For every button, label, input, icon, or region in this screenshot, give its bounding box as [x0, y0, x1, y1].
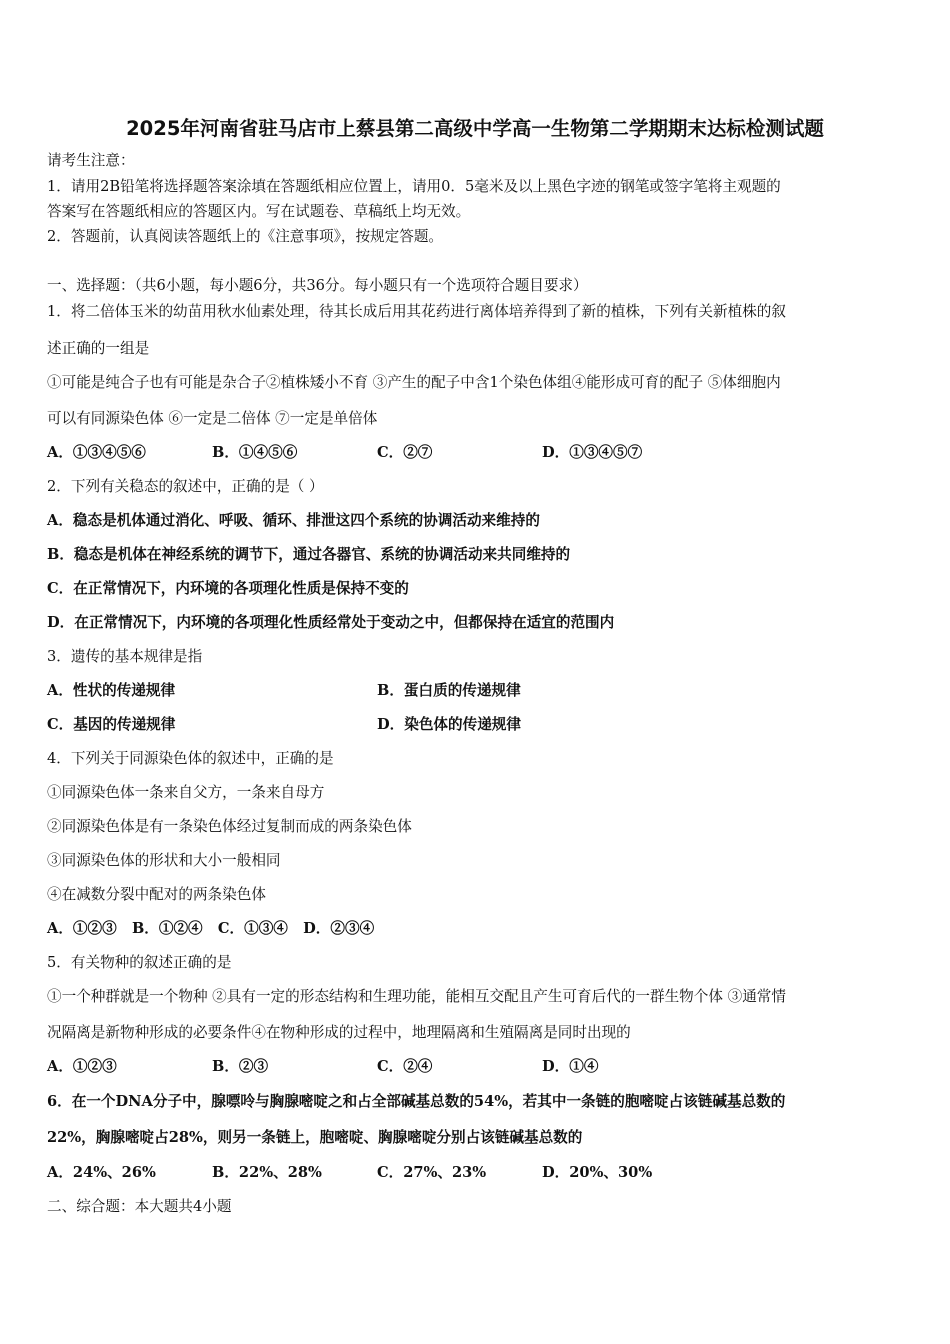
q5-option-c: C．②④: [377, 1058, 433, 1075]
q4-item-1: ①同源染色体一条来自父方，一条来自母方: [47, 784, 325, 801]
q3-option-d: D．染色体的传递规律: [377, 716, 522, 733]
q2-option-b: B．稳态是机体在神经系统的调节下，通过各器官、系统的协调活动来共同维持的: [47, 546, 571, 563]
q2-option-d: D．在正常情况下，内环境的各项理化性质经常处于变动之中，但都保持在适宜的范围内: [47, 614, 615, 631]
q4-item-2: ②同源染色体是有一条染色体经过复制而成的两条染色体: [47, 818, 412, 835]
q3-option-a: A．性状的传递规律: [47, 682, 176, 699]
q1-option-b: B．①④⑤⑥: [212, 444, 298, 461]
q1-stem-line-2: 述正确的一组是: [47, 340, 150, 357]
q5-option-a: A．①②③: [47, 1058, 117, 1075]
section-1-heading: 一、选择题：（共6小题，每小题6分，共36分。每小题只有一个选项符合题目要求）: [47, 277, 588, 294]
q6-option-a: A．24%、26%: [47, 1164, 156, 1181]
q2-option-a: A．稳态是机体通过消化、呼吸、循环、排泄这四个系统的协调活动来维持的: [47, 512, 540, 529]
notice-item-1-line-2: 答案写在答题纸相应的答题区内。写在试题卷、草稿纸上均无效。: [47, 203, 471, 220]
q1-stem-line-1: 1．将二倍体玉米的幼苗用秋水仙素处理，待其长成后用其花药进行离体培养得到了新的植株，下列有关新植株的叙: [47, 303, 786, 320]
section-2-heading: 二、综合题：本大题共4小题: [47, 1198, 232, 1215]
q1-option-c: C．②⑦: [377, 444, 433, 461]
q4-item-3: ③同源染色体的形状和大小一般相同: [47, 852, 281, 869]
page-title: 2025年河南省驻马店市上蔡县第二高级中学高一生物第二学期期末达标检测试题: [126, 117, 824, 140]
q1-option-d: D．①③④⑤⑦: [542, 444, 643, 461]
q4-options: A．①②③ B．①②④ C．①③④ D．②③④: [47, 920, 375, 937]
q3-stem: 3．遗传的基本规律是指: [47, 648, 203, 665]
q6-option-b: B．22%、28%: [212, 1164, 322, 1181]
q3-option-c: C．基因的传递规律: [47, 716, 176, 733]
q6-option-c: C．27%、23%: [377, 1164, 487, 1181]
q4-stem: 4．下列关于同源染色体的叙述中，正确的是: [47, 750, 334, 767]
q2-stem: 2．下列有关稳态的叙述中，正确的是（ ）: [47, 478, 324, 495]
q5-items-line-2: 况隔离是新物种形成的必要条件④在物种形成的过程中，地理隔离和生殖隔离是同时出现的: [47, 1024, 631, 1041]
q5-items-line-1: ①一个种群就是一个物种 ②具有一定的形态结构和生理功能，能相互交配且产生可育后代的一群生物个体 ③通常情: [47, 988, 786, 1005]
q1-items-line-1: ①可能是纯合子也有可能是杂合子②植株矮小不育 ③产生的配子中含1个染色体组④能形成可育的配子 ⑤体细胞内: [47, 374, 781, 391]
notice-item-2: 2．答题前，认真阅读答题纸上的《注意事项》，按规定答题。: [47, 228, 444, 245]
q5-option-d: D．①④: [542, 1058, 599, 1075]
notice-item-1-line-1: 1．请用2B铅笔将选择题答案涂填在答题纸相应位置上，请用0．5毫米及以上黑色字迹的钢笔或签字笔将主观题的: [47, 178, 781, 195]
q6-stem-line-2: 22%，胸腺嘧啶占28%，则另一条链上，胞嘧啶、胸腺嘧啶分别占该链碱基总数的: [47, 1129, 583, 1146]
q5-stem: 5．有关物种的叙述正确的是: [47, 954, 232, 971]
q4-item-4: ④在减数分裂中配对的两条染色体: [47, 886, 266, 903]
q2-option-c: C．在正常情况下，内环境的各项理化性质是保持不变的: [47, 580, 409, 597]
q6-option-d: D．20%、30%: [542, 1164, 653, 1181]
q1-items-line-2: 可以有同源染色体 ⑥一定是二倍体 ⑦一定是单倍体: [47, 410, 378, 427]
notice-heading: 请考生注意：: [47, 152, 135, 169]
q1-option-a: A．①③④⑤⑥: [47, 444, 146, 461]
q5-option-b: B．②③: [212, 1058, 269, 1075]
q6-stem-line-1: 6．在一个DNA分子中，腺嘌呤与胸腺嘧啶之和占全部碱基总数的54%，若其中一条链的胞嘧啶占该链碱基总数的: [47, 1093, 786, 1110]
q3-option-b: B．蛋白质的传递规律: [377, 682, 521, 699]
